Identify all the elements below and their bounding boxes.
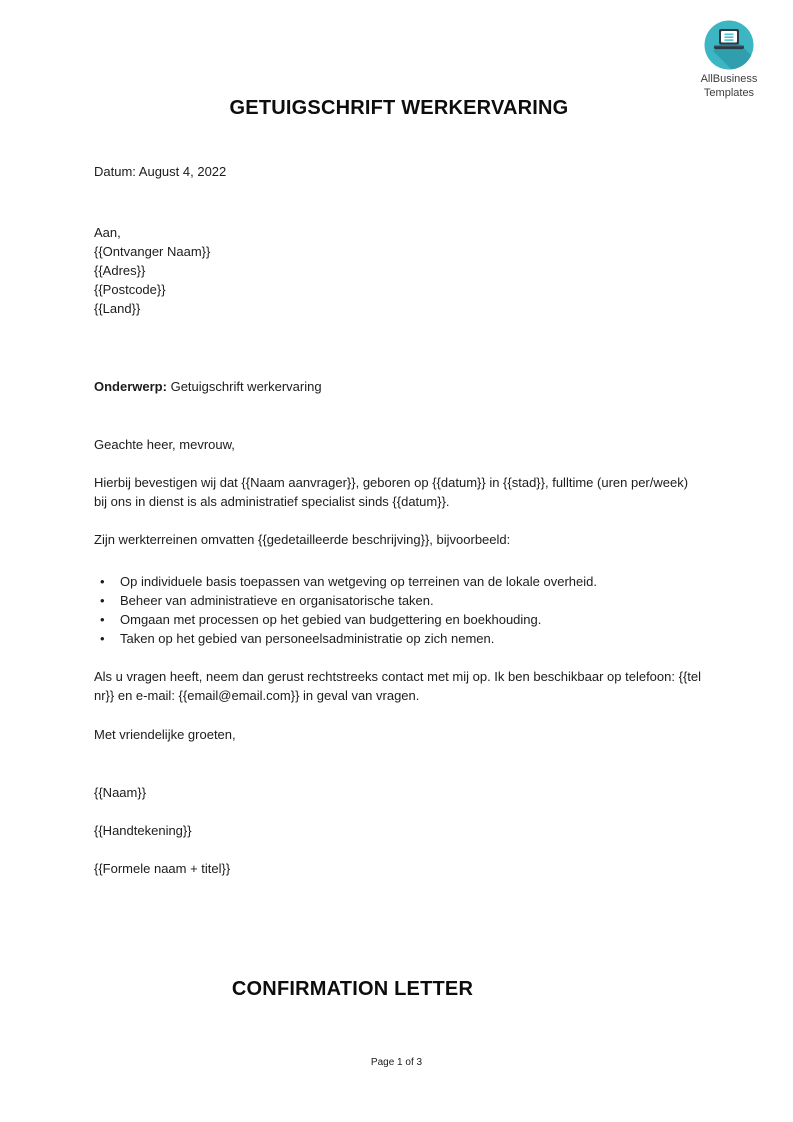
recipient-line: {{Postcode}} (94, 282, 166, 297)
greeting: Geachte heer, mevrouw, (94, 437, 235, 452)
bullet-item: • Op individuele basis toepassen van wetgeving op terreinen van de lokale overheid. (94, 572, 704, 591)
recipient-line: {{Adres}} (94, 263, 146, 278)
subject-label: Onderwerp: (94, 379, 167, 394)
laptop-icon (700, 20, 758, 72)
bullet-item: • Beheer van administratieve en organisatorische taken. (94, 591, 704, 610)
signature-line: {{Naam}} (94, 785, 147, 800)
recipient-lines (94, 242, 704, 318)
signature-block (94, 783, 704, 878)
contact-paragraph: Als u vragen heeft, neem dan gerust rechtstreeks contact met mij op. Ik ben beschikbaar op telefoon: {{tel nr}} en e-mail: {{email@email.com}} in geval van vragen. (94, 669, 702, 703)
bullet-list (94, 572, 704, 648)
scope-intro-paragraph: Zijn werkterreinen omvatten {{gedetailleerde beschrijving}}, bijvoorbeeld: (94, 532, 511, 547)
document-title: GETUIGSCHRIFT WERKERVARING (229, 97, 569, 119)
recipient-line: {{Ontvanger Naam}} (94, 244, 211, 259)
brand-logo (693, 20, 765, 99)
recipient-line: {{Land}} (94, 301, 141, 316)
confirmation-paragraph: Hierbij bevestigen wij dat {{Naam aanvrager}}, geboren op {{datum}} in {{stad}}, fulltime (uren per/week) bij ons in dienst is als administratief specialist sinds {{datum}}. (94, 475, 689, 509)
next-section-title: CONFIRMATION LETTER (231, 978, 474, 1000)
brand-name-line2: Templates (703, 86, 755, 99)
recipient-salutation: Aan, (94, 225, 121, 240)
brand-name-line1: AllBusiness (700, 73, 758, 85)
bullet-item: • Taken op het gebied van personeelsadministratie op zich nemen. (94, 629, 704, 648)
signature-line: {{Formele naam + titel}} (94, 861, 231, 876)
recipient-block (94, 223, 704, 318)
page-number: Page 1 of 3 (370, 1057, 423, 1068)
subject-text: Getuigschrift werkervaring (170, 379, 322, 394)
date-line: Datum: August 4, 2022 (94, 164, 227, 179)
signature-line: {{Handtekening}} (94, 823, 192, 838)
closing-line: Met vriendelijke groeten, (94, 727, 236, 742)
bullet-item: • Omgaan met processen op het gebied van budgettering en boekhouding. (94, 610, 704, 629)
subject-line (94, 377, 704, 396)
